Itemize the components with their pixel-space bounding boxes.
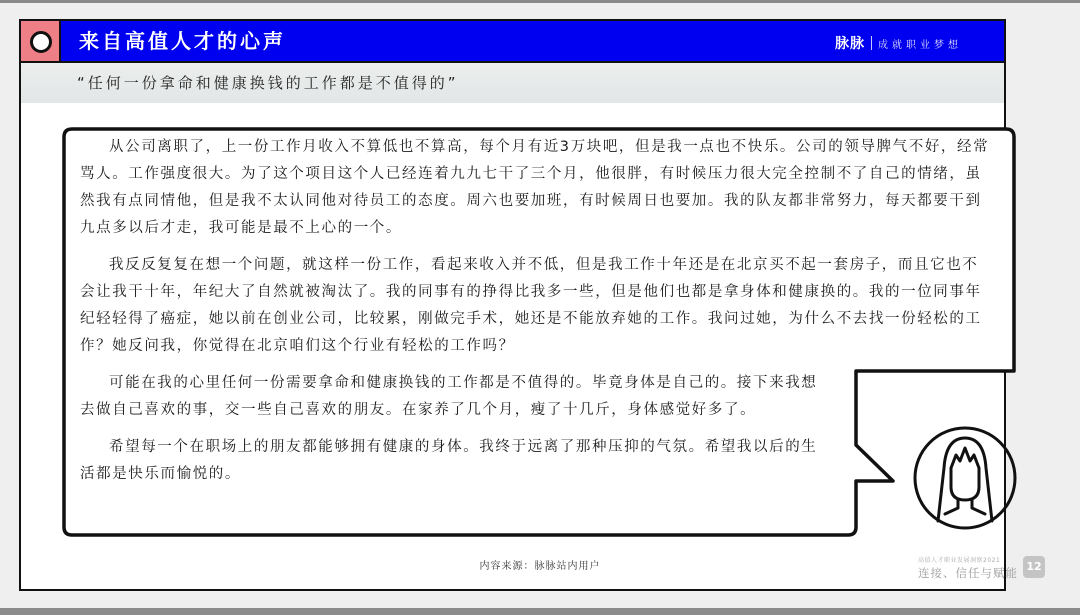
report-subtitle: 高值人才职业发展洞察2021 bbox=[918, 557, 1001, 564]
story-paragraph: 我反反复复在想一个问题，就这样一份工作，看起来收入并不低，但是我工作十年还是在北京买不起一套房子，而且它也不会让我干十年，年纪大了自然就被淘汰了。我的同事有的挣得比我多一些，但是他们也都是拿身体和健康换的。我的一位同事年纪轻轻得了癌症，她以前在创业公司，比较累，刚做完手术，她还是不能放弃她的工作。我问过她，为什么不去找一份轻松的工作？她反问我，你觉得在北京咱们这个行业有轻松的工作吗？ bbox=[80, 257, 982, 354]
brand-logo: 脉脉 bbox=[835, 36, 865, 52]
story-paragraph: 从公司离职了，上一份工作月收入不算低也不算高，每个月有近3万块吧，但是我一点也不快乐。公司的领导脾气不好，经常骂人。工作强度很大。为了这个项目这个人已经连着九九七干了三个月，他很胖，有时候压力很大完全控制不了自己的情绪，虽然我有点同情他，但是我不太认同他对待员工的态度。周六也要加班，有时候周日也要加。我的队友都非常努力，每天都要干到九点多以后才走，我可能是最不上心的一个。 bbox=[80, 139, 990, 236]
slide-title: 来自高值人才的心声 bbox=[79, 29, 286, 53]
page-number: 12 bbox=[1023, 556, 1045, 578]
story-paragraph: 可能在我的心里任何一份需要拿命和健康换钱的工作都是不值得的。毕竟身体是自己的。接下来我想去做自己喜欢的事，交一些自己喜欢的朋友。在家养了几个月，瘦了十几斤，身体感觉好多了。 bbox=[80, 375, 818, 418]
bottom-edge bbox=[0, 608, 1080, 615]
brand-slogan: 成就职业梦想 bbox=[878, 39, 962, 51]
report-title: 连接、信任与赋能 bbox=[918, 566, 1018, 580]
headline-quote: “任何一份拿命和健康换钱的工作都是不值得的” bbox=[77, 74, 459, 92]
report-tag bbox=[918, 555, 1018, 581]
story-text bbox=[80, 134, 990, 498]
story-paragraph: 希望每一个在职场上的朋友都能够拥有健康的身体。我终于远离了那种压抑的气氛。希望我以后的生活都是快乐而愉悦的。 bbox=[80, 439, 818, 482]
content-source: 内容来源：脉脉站内用户 bbox=[479, 561, 601, 572]
